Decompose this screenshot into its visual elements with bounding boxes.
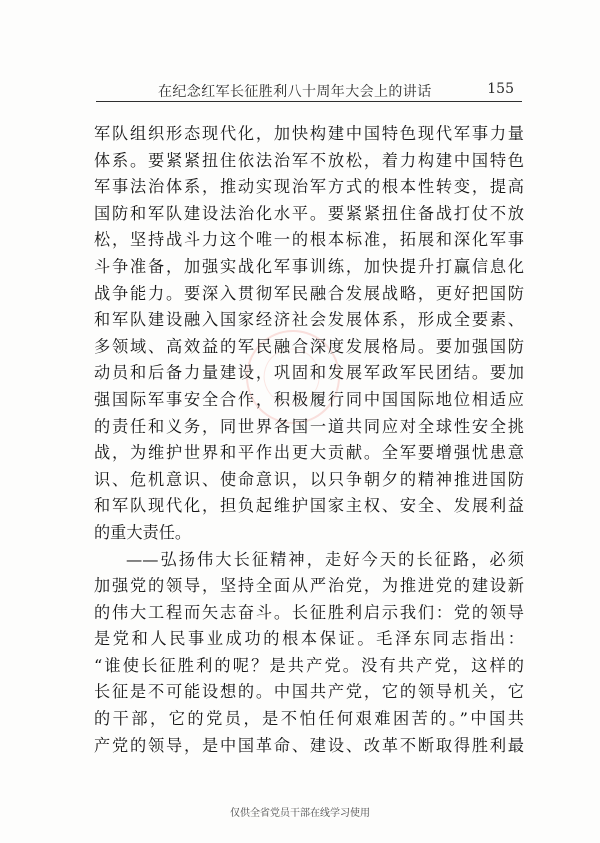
body-line: 国防和军队建设法治化水平。要紧紧扭住备战打仗不放 (94, 203, 524, 223)
body-line: 体系。要紧紧扭住依法治军不放松，着力构建中国特色 (94, 150, 524, 170)
body-line: 的伟大工程而矢志奋斗。长征胜利启示我们：党的领导 (94, 602, 524, 622)
body-line: 战，为维护世界和平作出更大贡献。全军要增强忧患意 (94, 443, 524, 463)
body-line: 的责任和义务，同世界各国一道共同应对全球性安全挑 (94, 416, 524, 436)
body-line: 军事法治体系，推动实现治军方式的根本性转变，提高 (94, 177, 524, 197)
running-header (94, 78, 522, 102)
body-line: “谁使长征胜利的呢？是共产党。没有共产党，这样的 (94, 655, 524, 675)
body-line: 和军队现代化，担负起维护国家主权、安全、发展利益 (94, 496, 524, 516)
body-line: 动员和后备力量建设，巩固和发展军政军民团结。要加 (94, 363, 524, 383)
body-line: 斗争准备，加强实战化军事训练，加快提升打赢信息化 (94, 256, 524, 276)
page-number: 155 (487, 81, 514, 97)
footer-note: 仅供全省党员干部在线学习使用 (230, 808, 370, 819)
body-line: 是党和人民事业成功的根本保证。毛泽东同志指出： (94, 629, 524, 649)
body-text (94, 121, 524, 759)
body-line: 和军队建设融入国家经济社会发展体系，形成全要素、 (94, 310, 524, 330)
body-line: 长征是不可能设想的。中国共产党，它的领导机关，它 (94, 682, 524, 702)
body-line: ——弘扬伟大长征精神，走好今天的长征路，必须 (126, 549, 524, 569)
body-line: 识、危机意识、使命意识，以只争朝夕的精神推进国防 (94, 469, 524, 489)
body-line: 战争能力。要深入贯彻军民融合发展战略，更好把国防 (94, 283, 524, 303)
body-line: 松，坚持战斗力这个唯一的根本标准，拓展和深化军事 (94, 230, 524, 250)
body-line: 的重大责任。 (94, 522, 192, 542)
body-line: 军队组织形态现代化，加快构建中国特色现代军事力量 (94, 124, 524, 143)
body-line: 多领域、高效益的军民融合深度发展格局。要加强国防 (94, 336, 524, 356)
header-rule (96, 101, 522, 102)
running-header-title: 在纪念红军长征胜利八十周年大会上的讲话 (158, 84, 432, 100)
body-line: 的干部，它的党员，是不怕任何艰难困苦的。”中国共 (94, 709, 524, 729)
body-line: 产党的领导，是中国革命、建设、改革不断取得胜利最 (94, 735, 524, 755)
body-line: 强国际军事安全合作，积极履行同中国国际地位相适应 (94, 389, 524, 409)
body-line: 加强党的领导，坚持全面从严治党，为推进党的建设新 (94, 576, 524, 596)
